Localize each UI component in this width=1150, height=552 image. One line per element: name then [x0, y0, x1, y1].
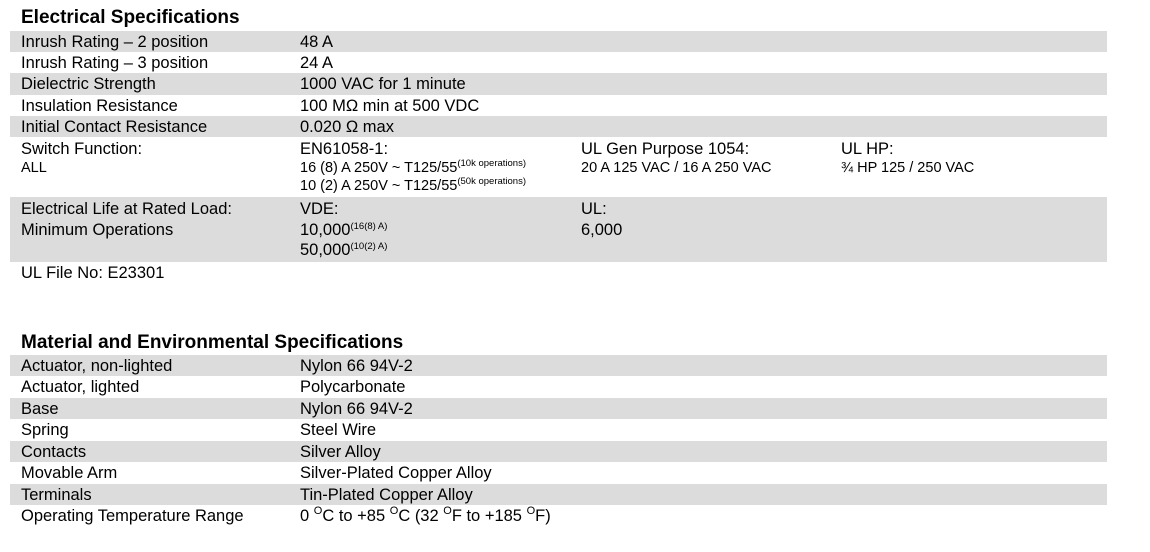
- material-value: Steel Wire: [300, 421, 377, 439]
- temperature-value: [300, 506, 551, 526]
- spec-row: [10, 95, 1107, 116]
- temperature-label: Operating Temperature Range: [21, 507, 244, 525]
- material-row: [10, 355, 1107, 376]
- spec-row: [10, 116, 1107, 137]
- material-value: Polycarbonate: [300, 378, 406, 396]
- degree-symbol: O: [443, 505, 452, 517]
- vde-line-2: [300, 240, 387, 260]
- spec-value: 100 MΩ min at 500 VDC: [300, 97, 480, 115]
- vde-line-1-value: 10,000: [300, 221, 351, 239]
- spec-label: Insulation Resistance: [21, 97, 178, 115]
- material-row: [10, 462, 1107, 484]
- degree-symbol: O: [313, 505, 323, 517]
- ul-gen-purpose-value: 20 A 125 VAC / 16 A 250 VAC: [581, 160, 772, 176]
- spec-label: Dielectric Strength: [21, 75, 156, 93]
- vde-line-2-note: (10(2) A): [350, 241, 388, 252]
- material-value: Silver-Plated Copper Alloy: [300, 464, 492, 482]
- ul-value: 6,000: [581, 221, 623, 239]
- material-value: Silver Alloy: [300, 443, 381, 461]
- temperature-low-value: 0: [300, 507, 314, 525]
- degree-symbol: O: [526, 505, 536, 517]
- material-label: Terminals: [21, 486, 92, 504]
- temperature-row: [10, 505, 1107, 528]
- vde-line-2-value: 50,000: [300, 241, 351, 259]
- spec-label: Inrush Rating – 3 position: [21, 54, 209, 72]
- temperature-f-low-value: C (32: [398, 507, 444, 525]
- minimum-operations-label: Minimum Operations: [21, 221, 174, 239]
- material-label: Movable Arm: [21, 464, 118, 482]
- ul-hp-title: UL HP:: [841, 140, 894, 158]
- switch-function-label: Switch Function:: [21, 140, 143, 158]
- switch-function-sublabel: ALL: [21, 160, 47, 176]
- material-value: Tin-Plated Copper Alloy: [300, 486, 473, 504]
- ul-hp-value: ¾ HP 125 / 250 VAC: [841, 160, 975, 176]
- electrical-life-label: Electrical Life at Rated Load:: [21, 200, 232, 218]
- material-label: Base: [21, 400, 59, 418]
- spec-row: [10, 73, 1107, 95]
- material-row: [10, 484, 1107, 505]
- spec-value: 1000 VAC for 1 minute: [300, 75, 466, 93]
- spec-row: [10, 52, 1107, 73]
- en61058-title: EN61058-1:: [300, 140, 389, 158]
- vde-line-1-note: (16(8) A): [350, 221, 388, 232]
- material-label: Actuator, lighted: [21, 378, 140, 396]
- material-row: [10, 398, 1107, 419]
- material-value: Nylon 66 94V-2: [300, 400, 413, 418]
- en61058-line-1-text: 16 (8) A 250V ~ T125/55: [300, 160, 458, 176]
- material-label: Spring: [21, 421, 69, 439]
- ul-title: UL:: [581, 200, 607, 218]
- spec-value: 0.020 Ω max: [300, 118, 394, 136]
- spec-row: [10, 31, 1107, 52]
- temperature-high-value: C to +85: [322, 507, 390, 525]
- ul-file-number: UL File No: E23301: [21, 264, 165, 282]
- spec-label: Inrush Rating – 2 position: [21, 33, 209, 51]
- temperature-close: F): [535, 507, 551, 525]
- en61058-line-2-note: (50k operations): [457, 176, 526, 187]
- vde-title: VDE:: [300, 200, 339, 218]
- spec-value: 24 A: [300, 54, 334, 72]
- temperature-f-high-value: F to +185: [451, 507, 527, 525]
- en61058-line-2: [300, 177, 526, 196]
- switch-function-row: [10, 137, 1107, 197]
- en61058-line-2-text: 10 (2) A 250V ~ T125/55: [300, 178, 458, 194]
- material-row: [10, 419, 1107, 441]
- ul-gen-purpose-title: UL Gen Purpose 1054:: [581, 140, 750, 158]
- material-label: Actuator, non-lighted: [21, 357, 173, 375]
- material-value: Nylon 66 94V-2: [300, 357, 413, 375]
- electrical-life-row: [10, 197, 1107, 262]
- spec-value: 48 A: [300, 33, 334, 51]
- material-specs-heading: Material and Environmental Specifications: [21, 332, 404, 353]
- degree-symbol: O: [389, 505, 399, 517]
- spec-label: Initial Contact Resistance: [21, 118, 208, 136]
- material-row: [10, 376, 1107, 398]
- material-row: [10, 441, 1107, 462]
- en61058-line-1-note: (10k operations): [457, 158, 526, 169]
- electrical-specs-heading: Electrical Specifications: [21, 7, 240, 28]
- material-label: Contacts: [21, 443, 87, 461]
- vde-line-1: [300, 220, 387, 240]
